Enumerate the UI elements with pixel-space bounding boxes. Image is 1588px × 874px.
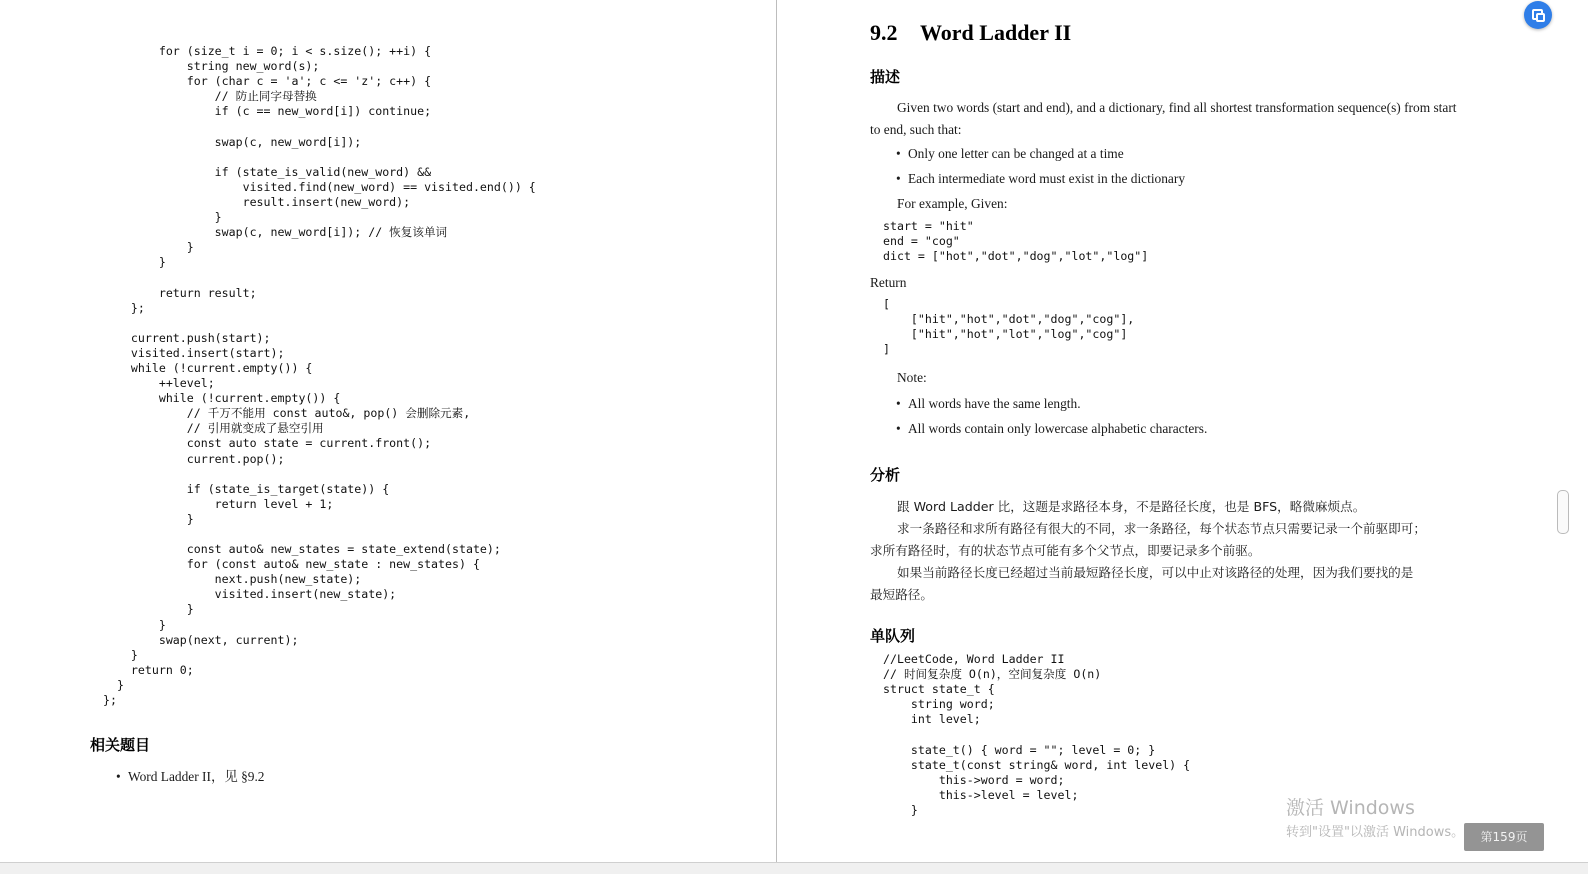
note-bullet xyxy=(896,396,1081,412)
related-list-item xyxy=(116,766,265,785)
code-block-bfs-continuation: for (size_t i = 0; i < s.size(); ++i) { string new_word(s); for (char c = 'a'; c <= 'z'; c++) { // 防止同字母替换 if (c == new_word[i]) continue; swap(c, new_word[i]); if (state_is_valid(new_word) && visited.find(new_word) == visited.end()) { result.insert(new_word); } swap(c, new_word[i]); // 恢复该单词 } } return result; }; current.push(start); visited.insert(start); while (!current.empty()) { ++level; while (!current.empty()) { // 千万不能用 const auto&, pop() 会删除元素, // 引用就变成了悬空引用 const auto state = current.front(); current.pop(); if (state_is_target(state)) { return level + 1; } const auto& new_states = state_extend(state); for (const auto& new_state : new_states) { next.push(new_state); visited.insert(new_state); } } swap(next, current); } return 0; } }; xyxy=(103,44,536,708)
copy-window-icon[interactable] xyxy=(1524,1,1552,29)
windows-activation-watermark-subtitle: 转到"设置"以激活 Windows。 xyxy=(1286,825,1465,840)
example-intro: For example, Given: xyxy=(897,196,1008,211)
section-title xyxy=(870,20,1071,46)
page-number-indicator[interactable]: 第159页 xyxy=(1464,823,1544,851)
description-heading: 描述 xyxy=(870,68,901,86)
page-divider xyxy=(776,0,777,862)
analysis-heading: 分析 xyxy=(870,466,901,484)
analysis-paragraph-2-line-2: 求所有路径时，有的状态节点可能有多个父节点，即要记录多个前驱。 xyxy=(870,543,1261,558)
description-bullet xyxy=(896,171,1185,187)
bullet-dot-icon: • xyxy=(896,146,901,161)
scrollbar-thumb[interactable] xyxy=(1557,490,1569,534)
description-bullet xyxy=(896,146,1124,162)
related-problems-heading: 相关题目 xyxy=(90,736,151,754)
copy-window-icon-front xyxy=(1536,13,1545,22)
related-item-text: Word Ladder II，见 §9.2 xyxy=(128,769,265,784)
analysis-paragraph-3-line-2: 最短路径。 xyxy=(870,587,933,602)
return-code-block: [ ["hit","hot","dot","dog","cog"], ["hit","hot","lot","log","cog"] ] xyxy=(883,297,1135,357)
bullet-dot-icon: • xyxy=(896,396,901,411)
analysis-paragraph-2-line-1: 求一条路径和求所有路径有很大的不同，求一条路径，每个状态节点只需要记录一个前驱即可； xyxy=(897,521,1426,536)
bullet-dot-icon: • xyxy=(896,171,901,186)
description-paragraph: Given two words (start and end), and a dictionary, find all shortest transformation sequence(s) from start to end, such that: xyxy=(870,100,1457,137)
windows-activation-watermark-title: 激活 Windows xyxy=(1286,797,1415,819)
single-queue-code-block: //LeetCode, Word Ladder II // 时间复杂度 O(n)，空间复杂度 O(n) struct state_t { string word; int level; state_t() { word = ""; level = 0; } state_t(const string& word, int level) { this->word = word; this->level = level; } xyxy=(883,652,1191,817)
bullet-dot-icon: • xyxy=(896,421,901,436)
note-label: Note: xyxy=(897,370,927,385)
analysis-paragraph-1: 跟 Word Ladder 比，这题是求路径本身，不是路径长度，也是 BFS，略微麻烦点。 xyxy=(897,499,1366,514)
bullet-dot-icon: • xyxy=(116,769,121,784)
section-title-text: Word Ladder II xyxy=(920,20,1072,45)
example-code-block: start = "hit" end = "cog" dict = ["hot","dot","dog","lot","log"] xyxy=(883,219,1149,264)
bullet-text: All words contain only lowercase alphabetic characters. xyxy=(908,421,1208,436)
analysis-paragraph-3-line-1: 如果当前路径长度已经超过当前最短路径长度，可以中止对该路径的处理，因为我们要找的是 xyxy=(897,565,1414,580)
note-bullet xyxy=(896,421,1207,437)
bullet-text: All words have the same length. xyxy=(908,396,1081,411)
scrollbar-track[interactable] xyxy=(1568,0,1588,862)
return-label: Return xyxy=(870,275,907,290)
bullet-text: Only one letter can be changed at a time xyxy=(908,146,1124,161)
single-queue-heading: 单队列 xyxy=(870,627,916,645)
section-number: 9.2 xyxy=(870,20,898,45)
bottom-status-strip xyxy=(0,862,1588,874)
bullet-text: Each intermediate word must exist in the dictionary xyxy=(908,171,1186,186)
